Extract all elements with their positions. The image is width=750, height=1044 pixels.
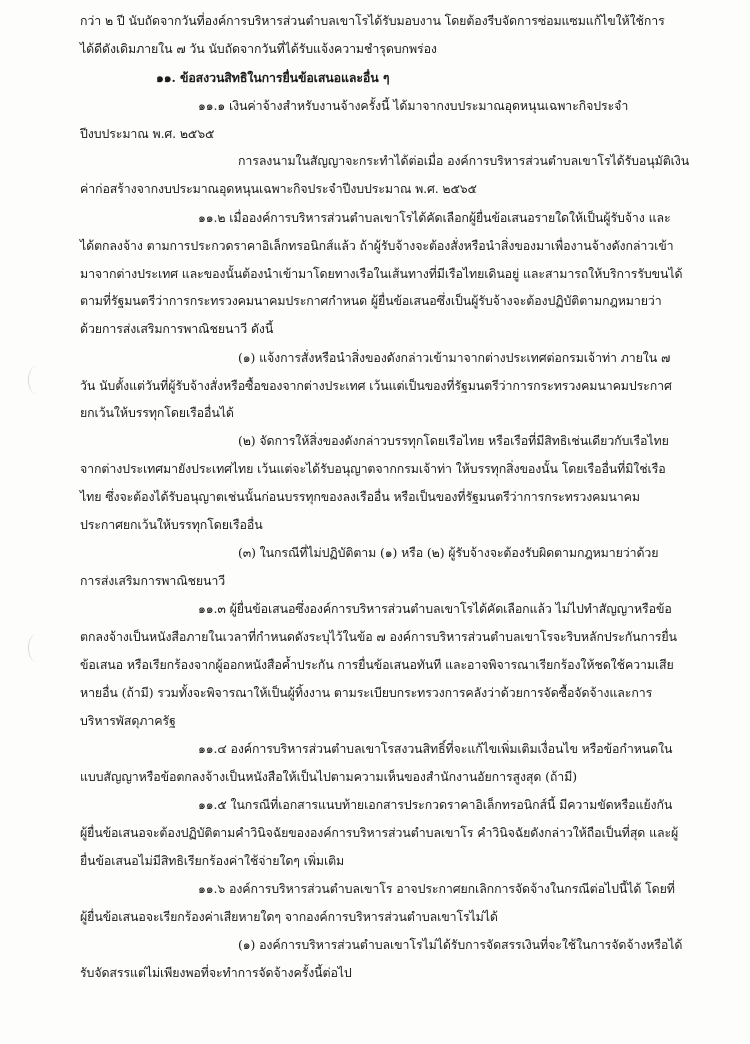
text-line: ยกเว้นให้บรรทุกโดยเรืออื่นได้ bbox=[80, 405, 234, 420]
text-line: จากต่างประเทศมายังประเทศไทย เว้นแต่จะได้รับอนุญาตจากกรมเจ้าท่า ให้บรรทุกสิ่งของนั้น โดยเรืออื่นที่มิใช่เรือ bbox=[80, 461, 666, 476]
text-line: ค่าก่อสร้างจากงบประมาณอุดหนุนเฉพาะกิจประจำปีงบประมาณ พ.ศ. ๒๕๖๕ bbox=[80, 181, 477, 196]
text-line: ๑๑.๔ องค์การบริหารส่วนตำบลเขาโรสงวนสิทธิ์ที่จะแก้ไขเพิ่มเติมเงื่อนไข หรือข้อกำหนดใน bbox=[198, 741, 673, 756]
text-line: การส่งเสริมการพาณิชยนาวี bbox=[80, 573, 226, 588]
scan-hole-mark bbox=[28, 634, 45, 662]
text-line: วัน นับตั้งแต่วันที่ผู้รับจ้างสั่งหรือซื้อของจากต่างประเทศ เว้นแต่เป็นของที่รัฐมนตรีว่าการกระทรวงคมนาคมประกาศ bbox=[80, 378, 672, 393]
text-line: ผู้ยื่นข้อเสนอจะต้องปฏิบัติตามคำวินิจฉัยขององค์การบริหารส่วนตำบลเขาโร คำวินิจฉัยดังกล่าวให้ถือเป็นที่สุด และผู้ bbox=[80, 825, 679, 840]
text-line: ๑๑.๑ เงินค่าจ้างสำหรับงานจ้างครั้งนี้ ได้มาจากงบประมาณอุดหนุนเฉพาะกิจประจำ bbox=[198, 98, 629, 113]
scan-hole-mark bbox=[28, 366, 45, 394]
text-line: (๒) จัดการให้สิ่งของดังกล่าวบรรทุกโดยเรือไทย หรือเรือที่มีสิทธิเช่นเดียวกับเรือไทย bbox=[238, 433, 669, 448]
text-line: ยื่นข้อเสนอไม่มีสิทธิเรียกร้องค่าใช้จ่ายใดๆ เพิ่มเติม bbox=[80, 853, 345, 868]
text-line: ไทย ซึ่งจะต้องได้รับอนุญาตเช่นนั้นก่อนบรรทุกของลงเรืออื่น หรือเป็นของที่รัฐมนตรีว่าการกระทรวงคมนาคม bbox=[80, 489, 640, 504]
text-line: (๑) แจ้งการสั่งหรือนำสิ่งของดังกล่าวเข้ามาจากต่างประเทศต่อกรมเจ้าท่า ภายใน ๗ bbox=[238, 350, 671, 365]
text-line: (๓) ในกรณีที่ไม่ปฏิบัติตาม (๑) หรือ (๒) ผู้รับจ้างจะต้องรับผิดตามกฎหมายว่าด้วย bbox=[238, 545, 659, 560]
text-line: รับจัดสรรแต่ไม่เพียงพอที่จะทำการจัดจ้างครั้งนี้ต่อไป bbox=[80, 965, 352, 980]
text-line: ได้ตกลงจ้าง ตามการประกวดราคาอิเล็กทรอนิกส์แล้ว ถ้าผู้รับจ้างจะต้องสั่งหรือนำสิ่งของมาเพื่องานจ้างดังกล่าวเข้า bbox=[80, 238, 674, 253]
text-line: ปีงบประมาณ พ.ศ. ๒๕๖๕ bbox=[80, 126, 215, 141]
text-line: แบบสัญญาหรือข้อตกลงจ้างเป็นหนังสือให้เป็นไปตามความเห็นของสำนักงานอัยการสูงสุด (ถ้ามี) bbox=[80, 769, 577, 784]
text-line: ๑๑.๓ ผู้ยื่นข้อเสนอซึ่งองค์การบริหารส่วนตำบลเขาโรได้คัดเลือกแล้ว ไม่ไปทำสัญญาหรือข้อ bbox=[198, 601, 672, 616]
section-heading: ๑๑. ข้อสงวนสิทธิในการยื่นข้อเสนอและอื่น ๆ bbox=[156, 70, 390, 85]
text-line: ข้อเสนอ หรือเรียกร้องจากผู้ออกหนังสือค้ำประกัน การยื่นข้อเสนอทันที และอาจพิจารณาเรียกร้องให้ชดใช้ความเสีย bbox=[80, 657, 674, 672]
text-line: ตกลงจ้างเป็นหนังสือภายในเวลาที่กำหนดดังระบุไว้ในข้อ ๗ องค์การบริหารส่วนตำบลเขาโรจะริบหลักประกันการยื่น bbox=[80, 629, 677, 644]
text-line: ด้วยการส่งเสริมการพาณิชยนาวี ดังนี้ bbox=[80, 321, 274, 336]
text-line: ๑๑.๕ ในกรณีที่เอกสารแนบท้ายเอกสารประกวดราคาอิเล็กทรอนิกส์นี้ มีความขัดหรือแย้งกัน bbox=[198, 797, 673, 812]
text-line: มาจากต่างประเทศ และของนั้นต้องนำเข้ามาโดยทางเรือในเส้นทางที่มีเรือไทยเดินอยู่ และสามารถให้บริการรับขนได้ bbox=[80, 266, 683, 281]
text-line: ได้ดีดังเดิมภายใน ๗ วัน นับถัดจากวันที่ได้รับแจ้งความชำรุดบกพร่อง bbox=[80, 41, 437, 56]
text-line: หายอื่น (ถ้ามี) รวมทั้งจะพิจารณาให้เป็นผู้ทิ้งงาน ตามระเบียบกระทรวงการคลังว่าด้วยการจัดซื้อจัดจ้างและการ bbox=[80, 685, 653, 700]
text-line: ผู้ยื่นข้อเสนอจะเรียกร้องค่าเสียหายใดๆ จากองค์การบริหารส่วนตำบลเขาโรไม่ได้ bbox=[80, 909, 498, 924]
text-line: บริหารพัสดุภาครัฐ bbox=[80, 713, 176, 728]
text-line: (๑) องค์การบริหารส่วนตำบลเขาโรไม่ได้รับการจัดสรรเงินที่จะใช้ในการจัดจ้างหรือได้ bbox=[238, 937, 683, 952]
text-line: ประกาศยกเว้นให้บรรทุกโดยเรืออื่น bbox=[80, 517, 263, 532]
text-line: ๑๑.๒ เมื่อองค์การบริหารส่วนตำบลเขาโรได้คัดเลือกผู้ยื่นข้อเสนอรายใดให้เป็นผู้รับจ้าง และ bbox=[198, 210, 671, 225]
text-line: ๑๑.๖ องค์การบริหารส่วนตำบลเขาโร อาจประกาศยกเลิกการจัดจ้างในกรณีต่อไปนี้ได้ โดยที่ bbox=[198, 881, 675, 896]
text-line: การลงนามในสัญญาจะกระทำได้ต่อเมื่อ องค์การบริหารส่วนตำบลเขาโรได้รับอนุมัติเงิน bbox=[238, 153, 690, 168]
text-line: ตามที่รัฐมนตรีว่าการกระทรวงคมนาคมประกาศกำหนด ผู้ยื่นข้อเสนอซึ่งเป็นผู้รับจ้างจะต้องปฏิบัติตามกฎหมายว่า bbox=[80, 293, 662, 308]
text-line: กว่า ๒ ปี นับถัดจากวันที่องค์การบริหารส่วนตำบลเขาโรได้รับมอบงาน โดยต้องรีบจัดการซ่อมแซมแก้ไขให้ใช้การ bbox=[80, 13, 665, 28]
